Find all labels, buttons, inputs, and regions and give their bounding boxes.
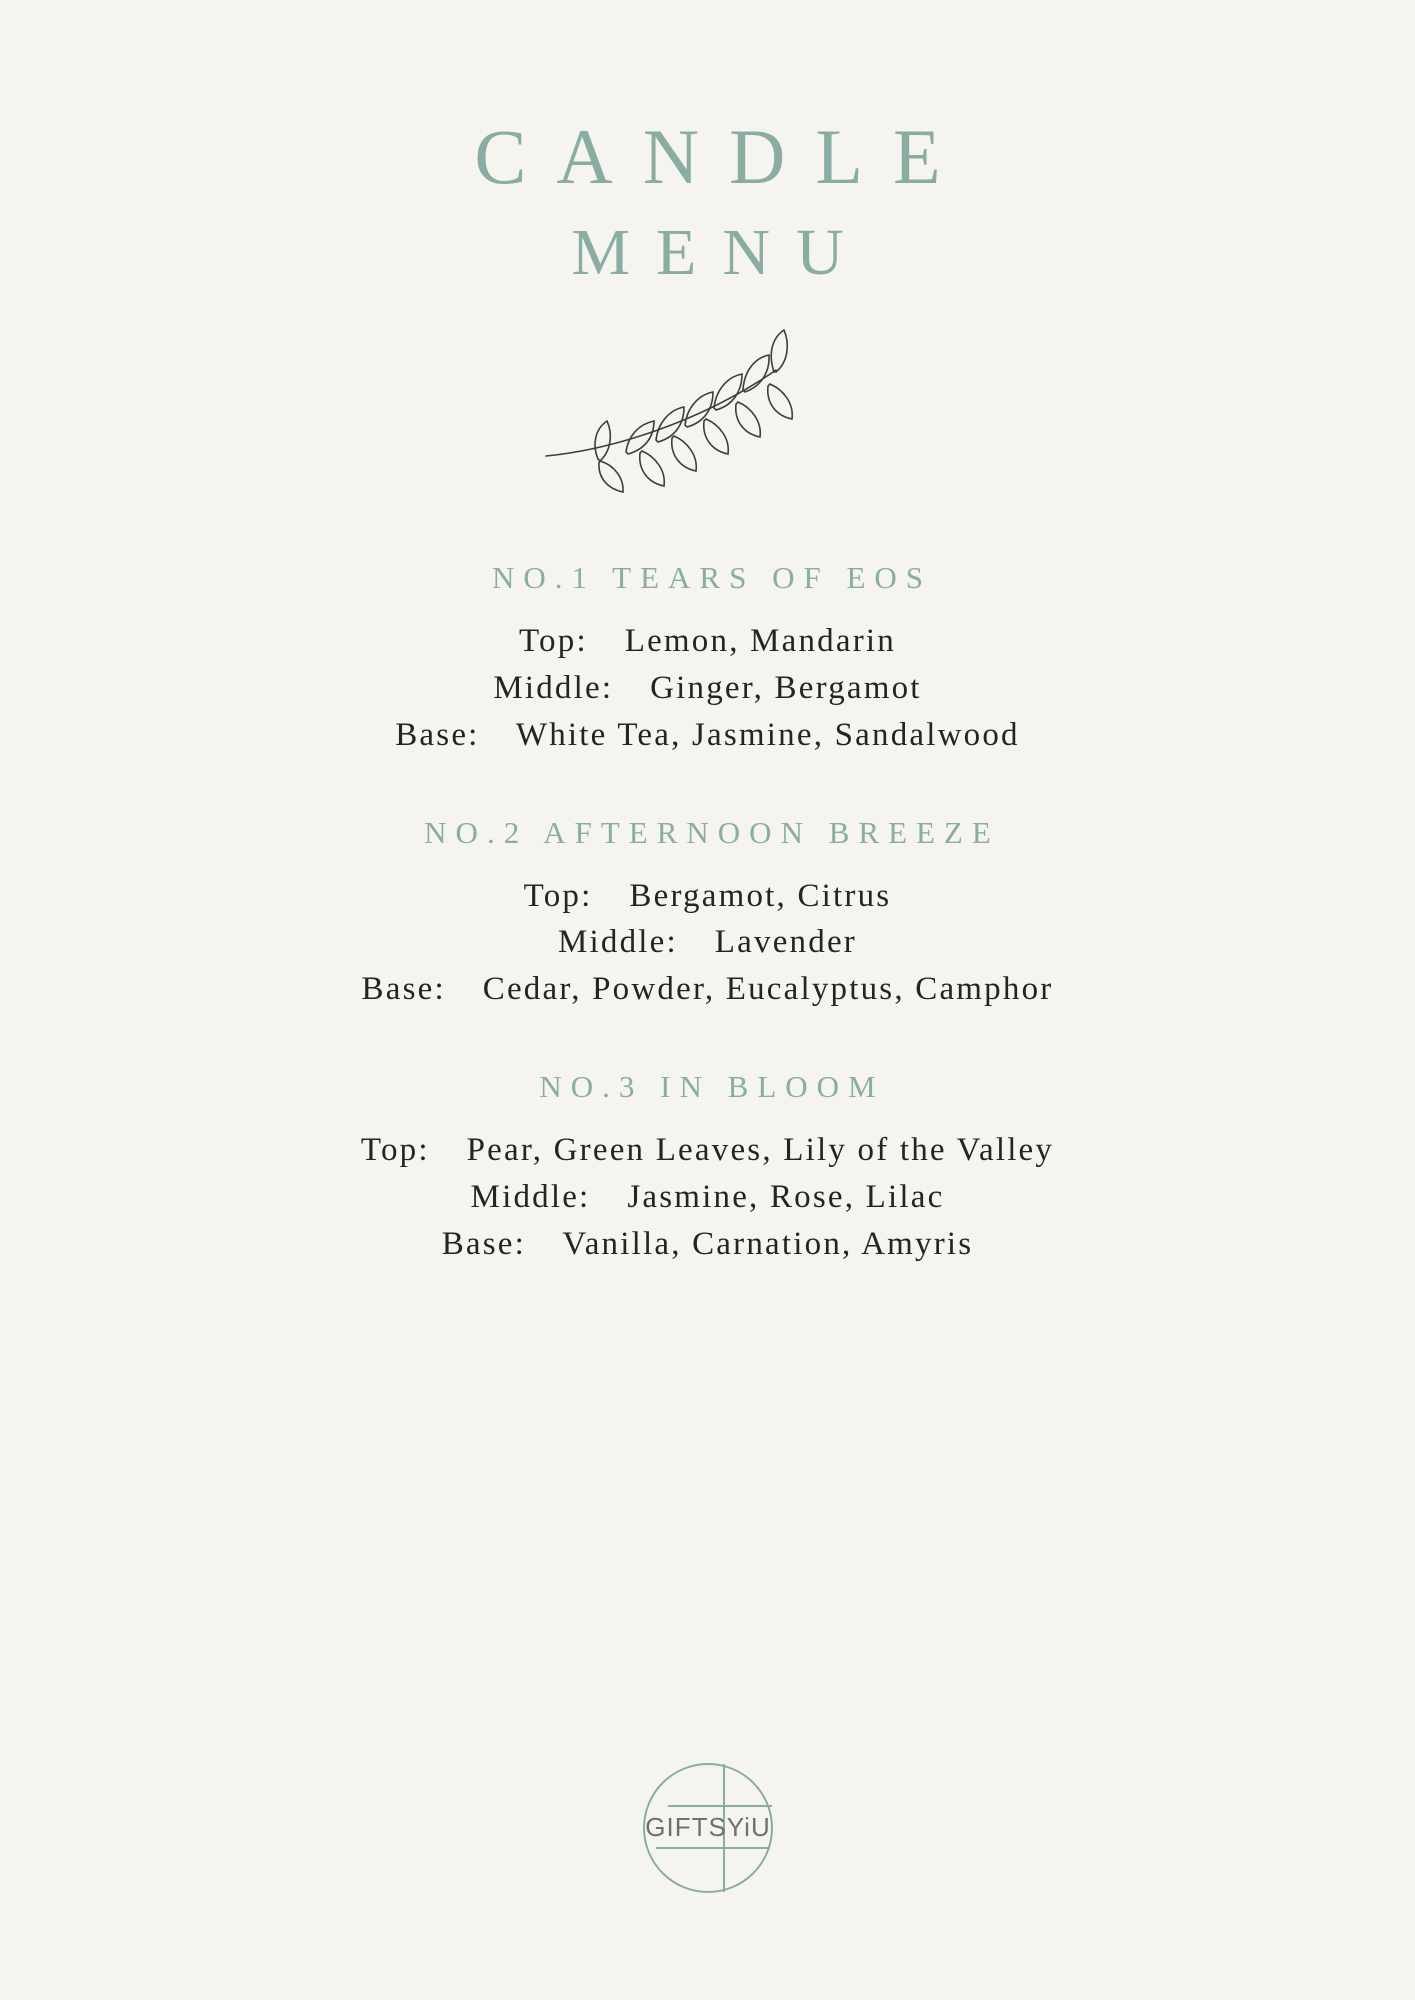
scent-sections [0, 560, 1415, 1324]
title-line-menu: MENU [571, 216, 870, 289]
title-line-candle: CANDLE [474, 113, 971, 200]
note-label: Middle: [470, 1179, 591, 1216]
note-label: Top: [523, 877, 593, 914]
note-row [0, 1127, 1415, 1174]
scent-section [0, 560, 1415, 759]
leaf-branch-ornament [538, 328, 878, 518]
note-label: Base: [441, 1225, 527, 1262]
note-row [0, 665, 1415, 712]
note-value: Bergamot, Citrus [629, 877, 892, 914]
note-row [0, 1174, 1415, 1221]
section-heading: NO.2 AFTERNOON BREEZE [424, 814, 1000, 850]
note-row [0, 919, 1415, 966]
note-value: Jasmine, Rose, Lilac [627, 1179, 945, 1216]
logo-text: GIFTSYiU [644, 1812, 771, 1842]
note-label: Middle: [493, 669, 614, 706]
scent-section [0, 815, 1415, 1014]
note-value: Cedar, Powder, Eucalyptus, Camphor [482, 971, 1054, 1008]
note-row [0, 1221, 1415, 1268]
note-label: Middle: [557, 924, 678, 961]
note-value: Ginger, Bergamot [650, 669, 922, 706]
note-label: Top: [360, 1132, 430, 1169]
note-label: Top: [518, 623, 588, 659]
note-row [0, 712, 1415, 759]
page-title [444, 113, 971, 289]
note-value: White Tea, Jasmine, Sandalwood [515, 716, 1020, 753]
note-value: Lavender [714, 924, 857, 961]
note-row [0, 966, 1415, 1013]
brand-logo [628, 1748, 788, 1908]
scent-section [0, 1069, 1415, 1268]
section-heading: NO.1 TEARS OF EOS [491, 560, 933, 595]
note-value: Lemon, Mandarin [624, 623, 896, 659]
note-value: Vanilla, Carnation, Amyris [562, 1225, 974, 1262]
note-label: Base: [395, 716, 480, 753]
note-label: Base: [361, 971, 446, 1008]
note-row [0, 618, 1415, 665]
note-value: Pear, Green Leaves, Lily of the Valley [466, 1132, 1055, 1169]
section-heading: NO.3 IN BLOOM [539, 1069, 885, 1105]
note-row [0, 873, 1415, 920]
